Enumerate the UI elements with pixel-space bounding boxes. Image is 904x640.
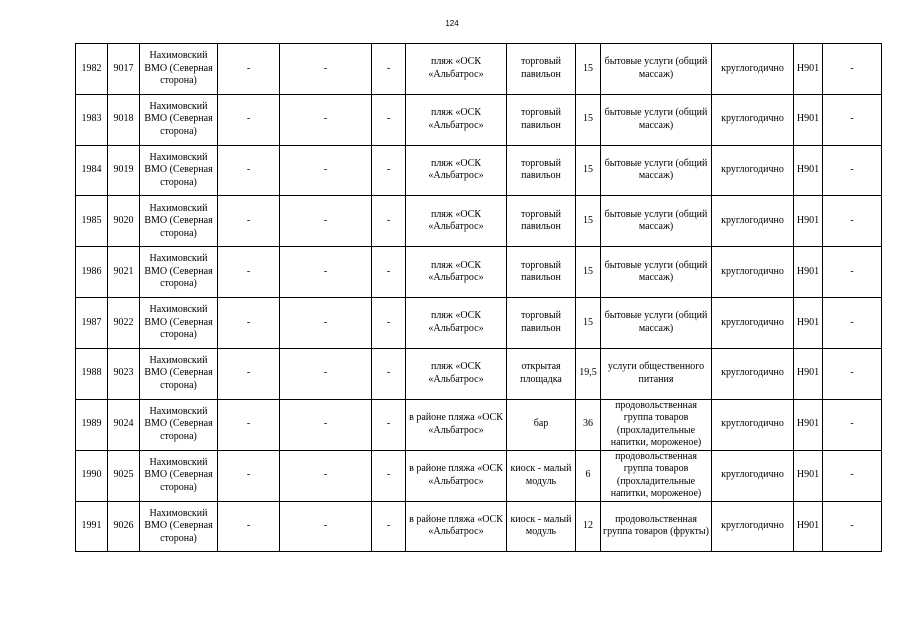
specialization-cell: услуги общественного питания <box>601 348 712 399</box>
note-cell: - <box>823 399 882 450</box>
table-row <box>76 501 882 552</box>
table-row <box>76 145 882 196</box>
object-type-cell: открытая площадка <box>507 348 576 399</box>
area-cell: 15 <box>576 247 601 298</box>
period-cell: круглогодично <box>712 399 794 450</box>
column4-cell: - <box>218 348 280 399</box>
area-cell: 15 <box>576 145 601 196</box>
object-id-cell: 9023 <box>108 348 140 399</box>
period-cell: круглогодично <box>712 196 794 247</box>
table-row <box>76 247 882 298</box>
location-cell: пляж «ОСК «Альбатрос» <box>406 196 507 247</box>
column5-cell: - <box>280 196 372 247</box>
table-row <box>76 44 882 95</box>
row-number-cell: 1990 <box>76 450 108 501</box>
row-number-cell: 1988 <box>76 348 108 399</box>
column4-cell: - <box>218 247 280 298</box>
area-cell: 36 <box>576 399 601 450</box>
code-cell: Н901 <box>794 247 823 298</box>
location-cell: в районе пляжа «ОСК «Альбатрос» <box>406 450 507 501</box>
location-cell: пляж «ОСК «Альбатрос» <box>406 297 507 348</box>
specialization-cell: продовольственная группа товаров (прохладительные напитки, мороженое) <box>601 450 712 501</box>
location-cell: пляж «ОСК «Альбатрос» <box>406 44 507 95</box>
table-row <box>76 399 882 450</box>
period-cell: круглогодично <box>712 501 794 552</box>
code-cell: Н901 <box>794 44 823 95</box>
column5-cell: - <box>280 44 372 95</box>
column4-cell: - <box>218 145 280 196</box>
column6-cell: - <box>372 247 406 298</box>
location-cell: в районе пляжа «ОСК «Альбатрос» <box>406 501 507 552</box>
object-id-cell: 9020 <box>108 196 140 247</box>
code-cell: Н901 <box>794 501 823 552</box>
note-cell: - <box>823 297 882 348</box>
column6-cell: - <box>372 450 406 501</box>
column5-cell: - <box>280 501 372 552</box>
column4-cell: - <box>218 501 280 552</box>
area-cell: 15 <box>576 44 601 95</box>
code-cell: Н901 <box>794 196 823 247</box>
column6-cell: - <box>372 348 406 399</box>
column6-cell: - <box>372 297 406 348</box>
note-cell: - <box>823 44 882 95</box>
code-cell: Н901 <box>794 145 823 196</box>
object-id-cell: 9026 <box>108 501 140 552</box>
area-cell: 15 <box>576 297 601 348</box>
area-cell: 15 <box>576 196 601 247</box>
placement-table <box>75 43 882 552</box>
specialization-cell: бытовые услуги (общий массаж) <box>601 196 712 247</box>
object-type-cell: торговый павильон <box>507 94 576 145</box>
area-cell: 12 <box>576 501 601 552</box>
object-id-cell: 9019 <box>108 145 140 196</box>
object-id-cell: 9022 <box>108 297 140 348</box>
object-id-cell: 9024 <box>108 399 140 450</box>
table-body <box>76 44 882 552</box>
object-type-cell: торговый павильон <box>507 196 576 247</box>
column6-cell: - <box>372 44 406 95</box>
area-cell: 19,5 <box>576 348 601 399</box>
location-cell: пляж «ОСК «Альбатрос» <box>406 247 507 298</box>
location-cell: в районе пляжа «ОСК «Альбатрос» <box>406 399 507 450</box>
column4-cell: - <box>218 297 280 348</box>
row-number-cell: 1983 <box>76 94 108 145</box>
row-number-cell: 1989 <box>76 399 108 450</box>
row-number-cell: 1985 <box>76 196 108 247</box>
area-cell: 15 <box>576 94 601 145</box>
specialization-cell: продовольственная группа товаров (фрукты) <box>601 501 712 552</box>
column4-cell: - <box>218 399 280 450</box>
location-cell: пляж «ОСК «Альбатрос» <box>406 348 507 399</box>
code-cell: Н901 <box>794 94 823 145</box>
period-cell: круглогодично <box>712 145 794 196</box>
table-row <box>76 348 882 399</box>
row-number-cell: 1987 <box>76 297 108 348</box>
note-cell: - <box>823 501 882 552</box>
column5-cell: - <box>280 297 372 348</box>
code-cell: Н901 <box>794 450 823 501</box>
period-cell: круглогодично <box>712 94 794 145</box>
note-cell: - <box>823 348 882 399</box>
column4-cell: - <box>218 196 280 247</box>
column4-cell: - <box>218 450 280 501</box>
row-number-cell: 1986 <box>76 247 108 298</box>
district-cell: Нахимовский ВМО (Северная сторона) <box>140 196 218 247</box>
specialization-cell: бытовые услуги (общий массаж) <box>601 297 712 348</box>
specialization-cell: бытовые услуги (общий массаж) <box>601 247 712 298</box>
object-id-cell: 9017 <box>108 44 140 95</box>
column5-cell: - <box>280 145 372 196</box>
district-cell: Нахимовский ВМО (Северная сторона) <box>140 297 218 348</box>
column6-cell: - <box>372 196 406 247</box>
location-cell: пляж «ОСК «Альбатрос» <box>406 94 507 145</box>
page-number: 124 <box>445 19 459 28</box>
note-cell: - <box>823 247 882 298</box>
column6-cell: - <box>372 399 406 450</box>
area-cell: 6 <box>576 450 601 501</box>
object-type-cell: торговый павильон <box>507 145 576 196</box>
code-cell: Н901 <box>794 399 823 450</box>
district-cell: Нахимовский ВМО (Северная сторона) <box>140 44 218 95</box>
code-cell: Н901 <box>794 348 823 399</box>
row-number-cell: 1984 <box>76 145 108 196</box>
object-type-cell: торговый павильон <box>507 44 576 95</box>
row-number-cell: 1991 <box>76 501 108 552</box>
district-cell: Нахимовский ВМО (Северная сторона) <box>140 94 218 145</box>
period-cell: круглогодично <box>712 348 794 399</box>
specialization-cell: бытовые услуги (общий массаж) <box>601 44 712 95</box>
table-row <box>76 450 882 501</box>
table-row <box>76 94 882 145</box>
period-cell: круглогодично <box>712 44 794 95</box>
object-type-cell: торговый павильон <box>507 247 576 298</box>
column5-cell: - <box>280 348 372 399</box>
district-cell: Нахимовский ВМО (Северная сторона) <box>140 348 218 399</box>
district-cell: Нахимовский ВМО (Северная сторона) <box>140 399 218 450</box>
period-cell: круглогодично <box>712 297 794 348</box>
code-cell: Н901 <box>794 297 823 348</box>
object-id-cell: 9021 <box>108 247 140 298</box>
column4-cell: - <box>218 44 280 95</box>
column6-cell: - <box>372 94 406 145</box>
column6-cell: - <box>372 501 406 552</box>
district-cell: Нахимовский ВМО (Северная сторона) <box>140 145 218 196</box>
specialization-cell: бытовые услуги (общий массаж) <box>601 94 712 145</box>
row-number-cell: 1982 <box>76 44 108 95</box>
object-id-cell: 9025 <box>108 450 140 501</box>
note-cell: - <box>823 196 882 247</box>
note-cell: - <box>823 450 882 501</box>
column5-cell: - <box>280 450 372 501</box>
table-row <box>76 297 882 348</box>
object-type-cell: киоск - малый модуль <box>507 450 576 501</box>
object-type-cell: торговый павильон <box>507 297 576 348</box>
specialization-cell: бытовые услуги (общий массаж) <box>601 145 712 196</box>
note-cell: - <box>823 145 882 196</box>
column4-cell: - <box>218 94 280 145</box>
column5-cell: - <box>280 399 372 450</box>
period-cell: круглогодично <box>712 247 794 298</box>
column6-cell: - <box>372 145 406 196</box>
column5-cell: - <box>280 94 372 145</box>
column5-cell: - <box>280 247 372 298</box>
object-type-cell: киоск - малый модуль <box>507 501 576 552</box>
object-type-cell: бар <box>507 399 576 450</box>
location-cell: пляж «ОСК «Альбатрос» <box>406 145 507 196</box>
district-cell: Нахимовский ВМО (Северная сторона) <box>140 501 218 552</box>
district-cell: Нахимовский ВМО (Северная сторона) <box>140 247 218 298</box>
period-cell: круглогодично <box>712 450 794 501</box>
district-cell: Нахимовский ВМО (Северная сторона) <box>140 450 218 501</box>
note-cell: - <box>823 94 882 145</box>
table-row <box>76 196 882 247</box>
specialization-cell: продовольственная группа товаров (прохладительные напитки, мороженое) <box>601 399 712 450</box>
object-id-cell: 9018 <box>108 94 140 145</box>
